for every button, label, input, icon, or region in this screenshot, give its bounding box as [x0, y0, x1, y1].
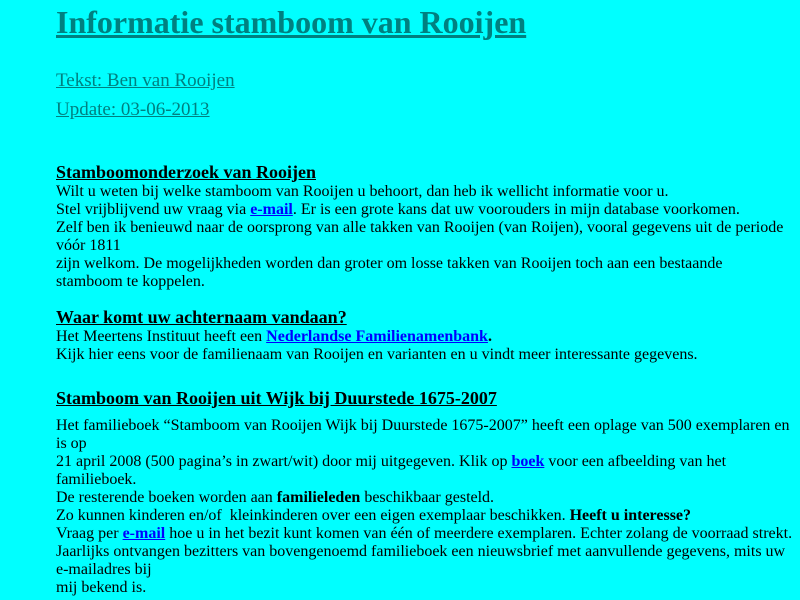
text-run: familieleden [276, 489, 361, 506]
text-line [56, 183, 792, 201]
text-run: beschikbaar gesteld. [360, 489, 495, 506]
text-line [56, 417, 792, 435]
page-title [56, 5, 792, 39]
text-run: Zelf ben ik benieuwd naar de oorsprong van alle takken van Rooijen (van Roijen), vooral gegevens uit de periode [56, 219, 784, 236]
section-paragraph [56, 417, 792, 597]
email-link[interactable]: e-mail [122, 525, 166, 542]
text-line [56, 201, 792, 219]
section-familieboek [56, 388, 792, 597]
text-run: is op [56, 435, 87, 452]
text-line [56, 346, 792, 364]
text-line [56, 471, 792, 489]
text-line [56, 273, 792, 291]
text-run: Stel vrijblijvend uw vraag via [56, 201, 251, 218]
update-date-text: Update: 03-06-2013 [56, 99, 210, 120]
section-heading-text: Stamboomonderzoek van Rooijen [56, 162, 316, 182]
text-run: zijn welkom. De mogelijkheden worden dan groter om losse takken van Rooijen toch aan een bestaande [56, 255, 723, 272]
section-paragraph [56, 183, 792, 291]
text-run: mij bekend is. [56, 579, 147, 596]
subtitle-block [56, 66, 792, 124]
page-title-text: Informatie stamboom van Rooijen [56, 4, 527, 40]
text-run: Vraag per [56, 525, 123, 542]
text-run: De resterende boeken worden aan [56, 489, 277, 506]
section-heading-achternaam [56, 307, 792, 328]
update-date [56, 95, 792, 124]
section-paragraph [56, 328, 792, 364]
text-line [56, 579, 792, 597]
text-line [56, 328, 792, 346]
text-line [56, 237, 792, 255]
text-line [56, 561, 792, 579]
familienamenbank-link[interactable]: Nederlandse Familienamenbank [266, 328, 488, 345]
section-stamboomonderzoek [56, 162, 792, 291]
text-line [56, 525, 792, 543]
text-run: voor een afbeelding van het [544, 453, 727, 470]
text-run: Jaarlijks ontvangen bezitters van bovengenoemd familieboek een nieuwsbrief met aanvullende gegevens, mits uw [56, 543, 786, 560]
text-run: . Er is een grote kans dat uw voorouders in mijn database voorkomen. [292, 201, 740, 218]
text-run: familieboek. [56, 471, 137, 488]
text-run: Het familieboek “Stamboom van Rooijen Wijk bij Duurstede 1675-2007” heeft een oplage van 500 exemplaren en [56, 417, 790, 434]
text-line [56, 219, 792, 237]
text-run: e-mailadres bij [56, 561, 152, 578]
text-line [56, 543, 792, 561]
section-heading-familieboek [56, 388, 792, 409]
text-run: Wilt u weten bij welke stamboom van Rooijen u behoort, dan heb ik wellicht informatie voor u. [56, 183, 669, 200]
text-run: Kijk hier eens voor de familienaam van Rooijen en varianten en u vindt meer interessante gegevens. [56, 346, 698, 363]
byline [56, 66, 792, 95]
section-heading-stamboomonderzoek [56, 162, 792, 183]
text-line [56, 489, 792, 507]
boek-link[interactable]: boek [511, 453, 545, 470]
text-run: Zo kunnen kinderen en/of kleinkinderen over een eigen exemplaar beschikken. [56, 507, 570, 524]
text-line [56, 435, 792, 453]
section-heading-text: Waar komt uw achternaam vandaan? [56, 307, 347, 327]
email-link[interactable]: e-mail [250, 201, 293, 218]
section-heading-text: Stamboom van Rooijen uit Wijk bij Duurstede 1675-2007 [56, 388, 497, 408]
text-run: hoe u in het bezit kunt komen van één of meerdere exemplaren. Echter zolang de voorraad strekt. [165, 525, 793, 542]
text-run: 21 april 2008 (500 pagina’s in zwart/wit) door mij uitgegeven. Klik op [56, 453, 512, 470]
text-line [56, 453, 792, 471]
text-run: stamboom te koppelen. [56, 273, 205, 290]
text-line [56, 255, 792, 273]
text-run: Het Meertens Instituut heeft een [56, 328, 267, 345]
text-run: Heeft u interesse? [569, 507, 692, 524]
byline-text: Tekst: Ben van Rooijen [56, 70, 235, 91]
section-achternaam [56, 307, 792, 364]
text-line [56, 507, 792, 525]
text-run: . [487, 328, 492, 345]
text-run: vóór 1811 [56, 237, 121, 254]
